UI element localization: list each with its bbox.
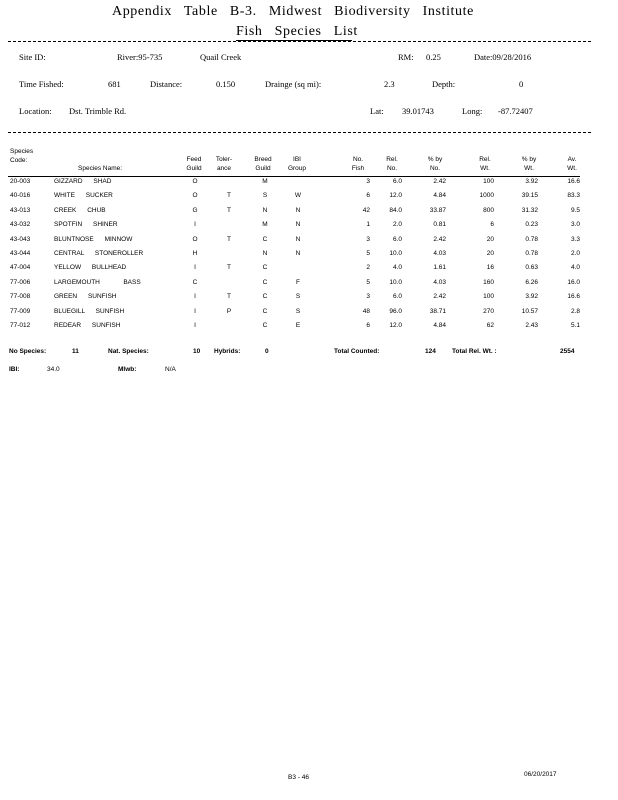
cell-species-name: LARGEMOUTH BASS [54,278,141,286]
col-breed-guild-line1: Breed [254,156,272,163]
table-row [0,178,618,192]
cell-av-wt: 2.0 [570,250,580,257]
table-row [0,236,618,250]
miwb-value: N/A [165,366,176,373]
cell-species-code: 43-013 [10,206,31,214]
cell-feed-guild: I [194,221,196,229]
cell-av-wt: 16.6 [567,178,580,185]
cell-no-fish: 3 [366,178,370,185]
col-rel-wt-line2: Wt. [480,165,490,172]
cell-rel-wt: 270 [483,307,494,315]
long-value: -87.72407 [498,106,533,116]
cell-tolerance: P [226,307,232,315]
cell-feed-guild: G [192,206,198,214]
cell-species-code: 77-012 [10,322,31,329]
col-breed-guild [254,155,272,173]
cell-species-name: CREEK CHUB [54,206,106,214]
col-pct-by-wt-line2: Wt. [524,165,534,172]
cell-av-wt: 3.0 [570,221,580,229]
cell-ibi-group: N [295,206,301,214]
cell-feed-guild: H [192,250,198,257]
cell-rel-no: 2.0 [392,221,402,229]
cell-species-name: WHITE SUCKER [54,192,113,200]
cell-species-code: 77-006 [10,278,31,286]
cell-species-name: CENTRAL STONEROLLER [54,250,144,257]
col-ibi-group [287,155,307,173]
cell-feed-guild: I [194,264,196,272]
cell-species-name: YELLOW BULLHEAD [54,264,127,272]
cell-rel-wt: 20 [486,235,494,243]
col-ibi-group-line2: Group [287,165,307,172]
col-pct-by-no-line1: % by [427,156,443,163]
cell-rel-wt: 160 [483,278,494,286]
cell-breed-guild: C [262,278,268,286]
table-row [0,221,618,235]
cell-species-code: 40-016 [10,192,31,200]
cell-pct-by-no: 1.61 [433,264,446,272]
col-feed-guild [186,155,202,173]
table-row [0,264,618,278]
lat-value: 39.01743 [402,106,434,116]
col-species-name: Species Name: [78,165,123,172]
table-row [0,293,618,307]
cell-no-fish: 3 [366,293,370,301]
table-row [0,308,618,322]
cell-rel-no: 6.0 [392,178,402,185]
cell-ibi-group: S [295,307,301,315]
cell-ibi-group: W [294,192,302,200]
no-species-label: No Species: [9,348,47,355]
cell-species-name: BLUNTNOSE MINNOW [54,235,133,243]
cell-no-fish: 42 [362,206,370,214]
depth-value: 0 [519,79,524,89]
cell-species-name: GREEN SUNFISH [54,293,117,301]
ibi-label: IBI: [9,366,20,373]
col-rel-no-line2: No. [386,165,398,172]
col-tolerance-line1: Toler- [215,156,233,163]
rm-value: 0.25 [426,52,441,62]
cell-pct-by-wt: 2.43 [525,322,538,329]
divider-middle [8,132,591,133]
depth-label: Depth: [432,79,456,89]
distance-label: Distance: [150,79,183,89]
table-row [0,207,618,221]
col-feed-guild-line1: Feed [186,156,202,163]
cell-no-fish: 5 [366,250,370,257]
col-rel-wt [477,155,493,173]
cell-av-wt: 16.0 [567,278,580,286]
table-row [0,279,618,293]
cell-species-code: 20-003 [10,178,31,185]
cell-rel-no: 10.0 [389,278,402,286]
lat-label: Lat: [370,106,384,116]
cell-pct-by-no: 2.42 [433,235,446,243]
cell-rel-wt: 100 [483,293,494,301]
cell-av-wt: 2.8 [570,307,580,315]
col-species-code-line1: Species [10,148,34,155]
cell-no-fish: 6 [366,192,370,200]
col-rel-wt-line1: Rel. [479,156,491,163]
cell-rel-no: 6.0 [392,293,402,301]
cell-species-name: BLUEGILL SUNFISH [54,307,125,315]
cell-rel-no: 84.0 [389,206,402,214]
cell-species-code: 77-009 [10,307,31,315]
cell-no-fish: 3 [366,235,370,243]
nat-species-label: Nat. Species: [108,348,149,355]
col-pct-by-wt [518,155,540,173]
col-ibi-group-line1: IBI [293,156,301,163]
cell-rel-wt: 16 [486,264,494,272]
col-no-fish [350,155,366,173]
cell-pct-by-wt: 3.92 [525,178,538,185]
cell-no-fish: 5 [366,278,370,286]
cell-rel-no: 12.0 [389,192,402,200]
hybrids-label: Hybrids: [214,348,241,355]
col-av-wt-line2: Wt. [567,165,577,172]
col-species-code [10,147,33,165]
cell-feed-guild: O [192,178,198,185]
cell-pct-by-wt: 0.78 [525,250,538,257]
cell-pct-by-no: 0.81 [433,221,446,229]
cell-pct-by-no: 4.03 [433,278,446,286]
cell-rel-wt: 800 [483,206,494,214]
cell-breed-guild: C [262,307,268,315]
cell-feed-guild: C [192,278,198,286]
cell-pct-by-wt: 10.57 [521,307,538,315]
col-av-wt [565,155,579,173]
cell-pct-by-wt: 39.15 [521,192,538,200]
nat-species-value: 10 [193,348,201,355]
cell-species-name: GIZZARD SHAD [54,178,112,185]
cell-pct-by-no: 4.03 [433,250,446,257]
cell-breed-guild: N [262,206,268,214]
rm-label: RM: [398,52,414,62]
cell-pct-by-no: 4.84 [433,322,446,329]
cell-pct-by-wt: 6.26 [525,278,538,286]
cell-no-fish: 1 [366,221,370,229]
long-label: Long: [462,106,483,116]
cell-ibi-group: N [295,221,301,229]
cell-av-wt: 3.3 [570,235,580,243]
cell-feed-guild: O [192,192,198,200]
page-number: B3 - 46 [288,774,309,781]
cell-pct-by-wt: 0.63 [525,264,538,272]
cell-feed-guild: I [194,307,196,315]
header-rule [8,176,580,177]
cell-rel-no: 4.0 [392,264,402,272]
cell-pct-by-no: 4.84 [433,192,446,200]
cell-breed-guild: C [262,293,268,301]
cell-pct-by-no: 2.42 [433,293,446,301]
drainage-label: Drainge (sq mi): [265,79,322,89]
river-code: River:95-735 [117,52,163,62]
cell-pct-by-wt: 0.23 [525,221,538,229]
cell-pct-by-wt: 3.92 [525,293,538,301]
cell-av-wt: 83.3 [567,192,580,200]
cell-rel-no: 12.0 [389,322,402,329]
cell-breed-guild: N [262,250,268,257]
footer-date: 06/20/2017 [524,771,557,778]
location-label: Location: [19,106,52,116]
cell-ibi-group: N [295,235,301,243]
cell-rel-wt: 20 [486,250,494,257]
cell-no-fish: 48 [362,307,370,315]
cell-ibi-group: N [295,250,301,257]
cell-av-wt: 9.5 [570,206,580,214]
col-tolerance [214,155,234,173]
cell-breed-guild: C [262,322,268,329]
cell-av-wt: 16.6 [567,293,580,301]
cell-species-name: REDEAR SUNFISH [54,322,121,329]
col-species-code-line2: Code: [10,157,28,164]
stream-name: Quail Creek [200,52,242,62]
cell-rel-no: 96.0 [389,307,402,315]
cell-pct-by-no: 2.42 [433,178,446,185]
no-species-value: 11 [72,348,79,355]
col-pct-by-no-line2: No. [429,165,441,172]
col-av-wt-line1: Av. [567,156,577,163]
cell-species-name: SPOTFIN SHINER [54,221,118,229]
col-feed-guild-line2: Guild [186,165,202,172]
cell-no-fish: 2 [366,264,370,272]
col-breed-guild-line2: Guild [255,165,271,172]
total-rel-wt-value: 2554 [560,348,575,355]
col-no-fish-line1: No. [352,156,364,163]
divider-top [8,41,591,42]
cell-breed-guild: C [262,235,268,243]
cell-pct-by-wt: 0.78 [525,235,538,243]
location-value: Dst. Trimble Rd. [69,106,127,116]
cell-rel-no: 10.0 [389,250,402,257]
table-row [0,250,618,264]
col-rel-no-line1: Rel. [386,156,398,163]
cell-breed-guild: M [262,221,268,229]
cell-breed-guild: S [262,192,268,200]
cell-rel-wt: 62 [486,322,494,329]
time-fished-value: 681 [108,79,121,89]
cell-species-code: 43-043 [10,235,31,243]
col-pct-by-wt-line1: % by [521,156,537,163]
cell-tolerance: T [227,293,231,301]
miwb-label: MIwb: [118,366,137,373]
distance-value: 0.150 [216,79,236,89]
cell-species-code: 43-044 [10,250,31,257]
site-id-label: Site ID: [19,52,46,62]
cell-rel-wt: 100 [483,178,494,185]
cell-tolerance: T [227,192,231,200]
cell-ibi-group: S [295,293,301,301]
cell-rel-no: 6.0 [392,235,402,243]
report-subtitle: Fish Species List [236,24,358,39]
cell-rel-wt: 6 [490,221,494,229]
cell-pct-by-no: 33.87 [429,206,446,214]
table-row [0,192,618,206]
cell-tolerance: T [227,206,231,214]
cell-species-code: 43-032 [10,221,31,229]
cell-species-code: 77-008 [10,293,31,301]
table-row [0,322,618,336]
col-tolerance-line2: ance [216,165,232,172]
cell-pct-by-wt: 31.32 [521,206,538,214]
hybrids-value: 0 [265,348,269,355]
cell-species-code: 47-004 [10,264,31,272]
col-pct-by-no [424,155,446,173]
cell-tolerance: T [227,235,231,243]
ibi-value: 34.0 [47,366,60,373]
total-counted-value: 124 [425,348,436,355]
sample-date: Date:09/28/2016 [474,52,532,62]
cell-feed-guild: I [194,293,196,301]
report-title: Appendix Table B-3. Midwest Biodiversity Institute [112,4,474,19]
cell-av-wt: 4.0 [570,264,580,272]
cell-ibi-group: F [296,278,300,286]
cell-av-wt: 5.1 [570,322,580,329]
cell-breed-guild: M [262,178,268,185]
total-rel-wt-label: Total Rel. Wt. : [452,348,497,355]
cell-no-fish: 6 [366,322,370,329]
cell-ibi-group: E [295,322,301,329]
cell-rel-wt: 1000 [479,192,494,200]
cell-breed-guild: C [262,264,268,272]
cell-pct-by-no: 38.71 [429,307,446,315]
cell-tolerance: T [227,264,231,272]
total-counted-label: Total Counted: [334,348,380,355]
cell-feed-guild: O [192,235,198,243]
col-rel-no [384,155,400,173]
col-no-fish-line2: Fish [351,165,365,172]
time-fished-label: Time Fished: [19,79,64,89]
cell-feed-guild: I [194,322,196,329]
drainage-value: 2.3 [384,79,395,89]
